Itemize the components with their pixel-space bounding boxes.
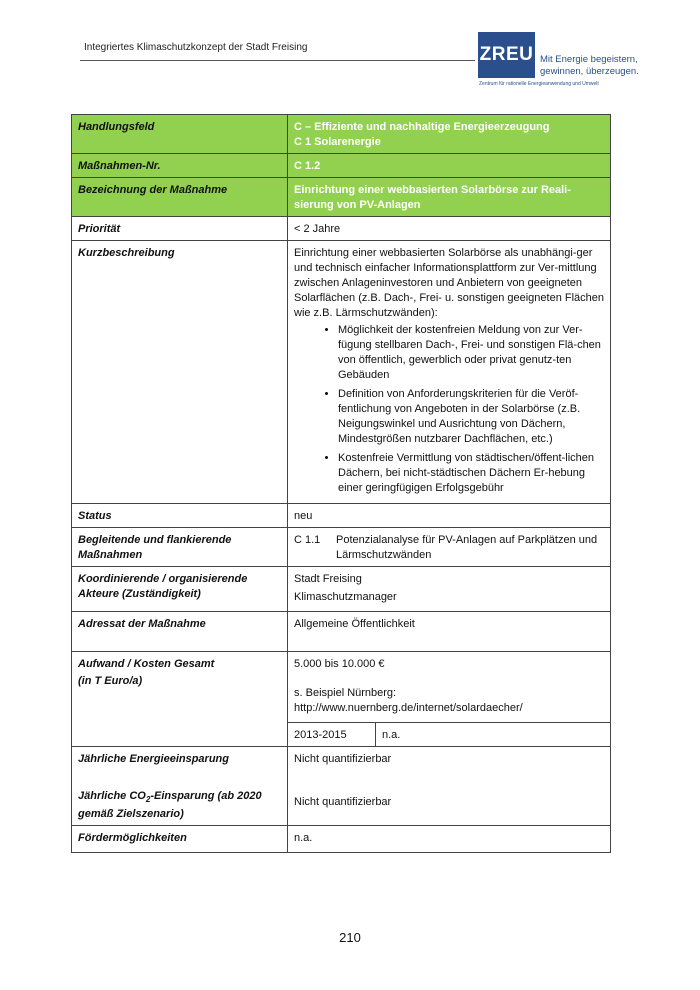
energie-value: Nicht quantifizierbar bbox=[294, 753, 392, 765]
related-measure-code: C 1.1 bbox=[294, 534, 321, 546]
document-title: Integriertes Klimaschutzkonzept der Stadt Freising bbox=[84, 42, 308, 53]
value-foerdermoeglichkeiten: n.a. bbox=[288, 826, 611, 853]
label-status: Status bbox=[72, 504, 288, 528]
row-aufwand bbox=[72, 652, 611, 723]
row-adressat bbox=[72, 612, 611, 652]
related-measure bbox=[294, 533, 604, 563]
aufwand-cost: 5.000 bis 10.000 € bbox=[294, 658, 385, 670]
zeitraum-value: n.a. bbox=[382, 729, 401, 741]
co2-label bbox=[78, 789, 281, 822]
header-divider bbox=[80, 60, 475, 61]
co2-label-post: -Einsparung (ab 2020 gemäß Zielszenario) bbox=[78, 790, 262, 821]
list-item: • Kostenfreie Vermittlung von städtischen/öffent-lichen Dächern, bei nicht-städtischen Dächern Er-hebung einer geringfügigen Erfolgsgebühr bbox=[338, 451, 604, 496]
row-prioritaet bbox=[72, 217, 611, 241]
actor-klimaschutzmanager: Klimaschutzmanager bbox=[294, 591, 397, 603]
row-kurzbeschreibung bbox=[72, 241, 611, 504]
aufwand-label-line1: Aufwand / Kosten Gesamt bbox=[78, 658, 215, 670]
value-status: neu bbox=[288, 504, 611, 528]
label-kurzbeschreibung: Kurzbeschreibung bbox=[72, 241, 288, 504]
actor-stadt: Stadt Freising bbox=[294, 573, 362, 585]
value-prioritaet: < 2 Jahre bbox=[288, 217, 611, 241]
value-koordinierende-akteure bbox=[288, 567, 611, 612]
value-kurzbeschreibung bbox=[288, 241, 611, 504]
kurzbeschreibung-list bbox=[294, 323, 604, 496]
handlungsfeld-category: C – Effiziente und nachhaltige Energieerzeugung bbox=[294, 121, 550, 133]
zreu-logo-mark: ZREU bbox=[478, 32, 535, 78]
value-aufwand bbox=[288, 652, 611, 723]
label-handlungsfeld: Handlungsfeld bbox=[72, 115, 288, 154]
label-koordinierende-akteure: Koordinierende / organisierende Akteure (Zuständigkeit) bbox=[72, 567, 288, 612]
row-koordinierende-akteure bbox=[72, 567, 611, 612]
page-number: 210 bbox=[339, 930, 361, 945]
co2-label-sub: 2 bbox=[145, 795, 151, 805]
value-massnahmen-nr: C 1.2 bbox=[288, 154, 611, 178]
row-einsparung bbox=[72, 747, 611, 826]
kurzbeschreibung-intro: Einrichtung einer webbasierten Solarbörse als unabhängi-ger und technisch einfacher Informationsplattform zur Ver-mittlung zwischen Anlageninvestoren und Anbietern von geeigneten Solarflächen (z.B. Dach-, Frei- u. sonstigen geeigneten Flächen wie z.B. Lärmschutzwänden): bbox=[294, 247, 604, 319]
label-bezeichnung: Bezeichnung der Maßnahme bbox=[72, 178, 288, 217]
co2-value: Nicht quantifizierbar bbox=[294, 796, 392, 808]
label-adressat: Adressat der Maßnahme bbox=[72, 612, 288, 652]
aufwand-url: http://www.nuernberg.de/internet/solardaecher/ bbox=[294, 702, 523, 714]
zeitraum-split bbox=[288, 723, 610, 746]
list-item: • Definition von Anforderungskriterien für die Veröf-fentlichung von Angeboten in der Solarbörse (z.B. Neigungswinkel und Ausrichtung von Dächern, Mindestgrößen nutzbarer Dachflächen, etc.) bbox=[338, 387, 604, 447]
value-begleitende-massnahmen bbox=[288, 528, 611, 567]
label-prioritaet: Priorität bbox=[72, 217, 288, 241]
value-bezeichnung: Einrichtung einer webbasierten Solarbörse zur Reali-sierung von PV-Anlagen bbox=[288, 178, 611, 217]
value-handlungsfeld bbox=[288, 115, 611, 154]
row-massnahmen-nr bbox=[72, 154, 611, 178]
logo-slogan-line1: Mit Energie begeistern, bbox=[540, 54, 638, 65]
value-einsparung bbox=[288, 747, 611, 826]
aufwand-label-line2: (in T Euro/a) bbox=[78, 675, 143, 687]
value-zeitraum bbox=[288, 723, 611, 747]
label-massnahmen-nr: Maßnahmen-Nr. bbox=[72, 154, 288, 178]
label-begleitende-massnahmen: Begleitende und flankierende Maßnahmen bbox=[72, 528, 288, 567]
value-adressat: Allgemeine Öffentlichkeit bbox=[288, 612, 611, 652]
row-foerdermoeglichkeiten bbox=[72, 826, 611, 853]
co2-label-pre: Jährliche CO bbox=[78, 790, 146, 802]
aufwand-example: s. Beispiel Nürnberg: bbox=[294, 687, 397, 699]
label-aufwand bbox=[72, 652, 288, 747]
row-begleitende-massnahmen bbox=[72, 528, 611, 567]
label-foerdermoeglichkeiten: Fördermöglichkeiten bbox=[72, 826, 288, 853]
list-item: • Möglichkeit der kostenfreien Meldung von zur Ver-fügung stellbaren Dach-, Frei- und sonstigen Flä-chen von öffentlich, gewerblich oder privat genutz-ten Gebäuden bbox=[338, 323, 604, 383]
row-handlungsfeld bbox=[72, 115, 611, 154]
logo-slogan-line2: gewinnen, überzeugen. bbox=[540, 66, 639, 77]
energie-label: Jährliche Energieeinsparung bbox=[78, 753, 229, 765]
zeitraum-years: 2013-2015 bbox=[288, 723, 376, 746]
measure-table bbox=[71, 114, 611, 853]
related-measure-text: Potenzialanalyse für PV-Anlagen auf Parkplätzen und Lärmschutzwänden bbox=[336, 534, 598, 561]
row-bezeichnung bbox=[72, 178, 611, 217]
row-status bbox=[72, 504, 611, 528]
logo-tagline: Zentrum für rationelle Energieanwendung und Umwelt bbox=[479, 81, 599, 87]
zreu-logo bbox=[478, 32, 638, 92]
label-einsparung bbox=[72, 747, 288, 826]
handlungsfeld-subcategory: C 1 Solarenergie bbox=[294, 136, 381, 148]
